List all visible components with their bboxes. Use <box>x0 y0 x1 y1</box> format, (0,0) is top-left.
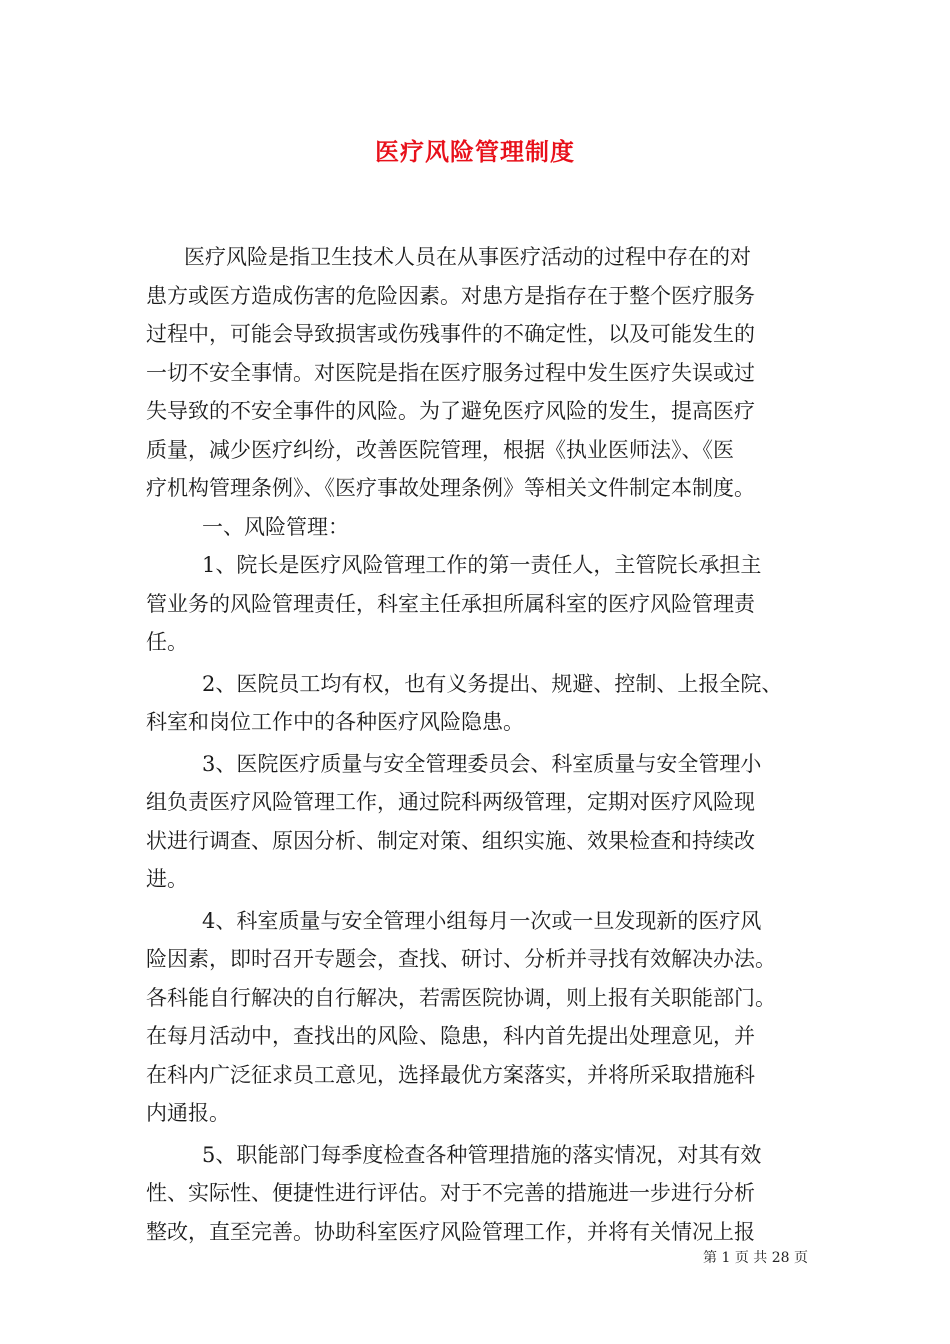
document-title: 医疗风险管理制度 <box>375 137 575 166</box>
paragraph-line: 各科能自行解决的自行解决，若需医院协调，则上报有关职能部门。 <box>146 985 776 1010</box>
paragraph-line: 过程中，可能会导致损害或伤残事件的不确定性，以及可能发生的 <box>146 322 755 346</box>
paragraph-line: 1、院长是医疗风险管理工作的第一责任人，主管院长承担主 <box>202 553 762 577</box>
document-body <box>146 238 818 1251</box>
paragraph-line: 一切不安全事情。对医院是指在医疗服务过程中发生医疗失误或过 <box>146 360 755 385</box>
paragraph-line: 在科内广泛征求员工意见，选择最优方案落实，并将所采取措施科 <box>146 1062 755 1087</box>
paragraph-line: 在每月活动中，查找出的风险、隐患，科内首先提出处理意见，并 <box>146 1024 755 1048</box>
paragraph-line: 性、实际性、便捷性进行评估。对于不完善的措施进一步进行分析 <box>146 1181 755 1205</box>
paragraph-line: 4、科室质量与安全管理小组每月一次或一旦发现新的医疗风 <box>202 908 762 933</box>
paragraph-line: 任。 <box>146 630 188 654</box>
paragraph-line: 医疗风险是指卫生技术人员在从事医疗活动的过程中存在的对 <box>184 245 751 269</box>
paragraph-line: 失导致的不安全事件的风险。为了避免医疗风险的发生，提高医疗 <box>146 399 755 423</box>
paragraph-line: 进。 <box>146 867 188 891</box>
paragraph-line: 整改，直至完善。协助科室医疗风险管理工作，并将有关情况上报 <box>146 1219 755 1244</box>
paragraph-line: 3、医院医疗质量与安全管理委员会、科室质量与安全管理小 <box>202 751 762 776</box>
paragraph-line: 险因素，即时召开专题会，查找、研讨、分析并寻找有效解决办法。 <box>146 947 776 971</box>
paragraph-line: 科室和岗位工作中的各种医疗风险隐患。 <box>146 710 524 734</box>
paragraph-line: 2、医院员工均有权，也有义务提出、规避、控制、上报全院、 <box>202 671 783 696</box>
section-heading: 一、风险管理： <box>202 514 349 539</box>
paragraph-line: 管业务的风险管理责任，科室主任承担所属科室的医疗风险管理责 <box>146 591 755 616</box>
paragraph-line: 患方或医方造成伤害的危险因素。对患方是指存在于整个医疗服务 <box>146 283 755 308</box>
paragraph-line: 疗机构管理条例》、《医疗事故处理条例》等相关文件制定本制度。 <box>146 476 755 500</box>
paragraph-line: 组负责医疗风险管理工作，通过院科两级管理，定期对医疗风险现 <box>146 790 755 814</box>
page-number: 第 1 页 共 28 页 <box>703 1250 808 1266</box>
paragraph-line: 质量，减少医疗纠纷，改善医院管理，根据《执业医师法》、《医 <box>146 437 734 462</box>
paragraph-line: 内通报。 <box>146 1101 230 1125</box>
paragraph-line: 状进行调查、原因分析、制定对策、组织实施、效果检查和持续改 <box>146 828 755 853</box>
paragraph-line: 5、职能部门每季度检查各种管理措施的落实情况，对其有效 <box>202 1142 762 1167</box>
